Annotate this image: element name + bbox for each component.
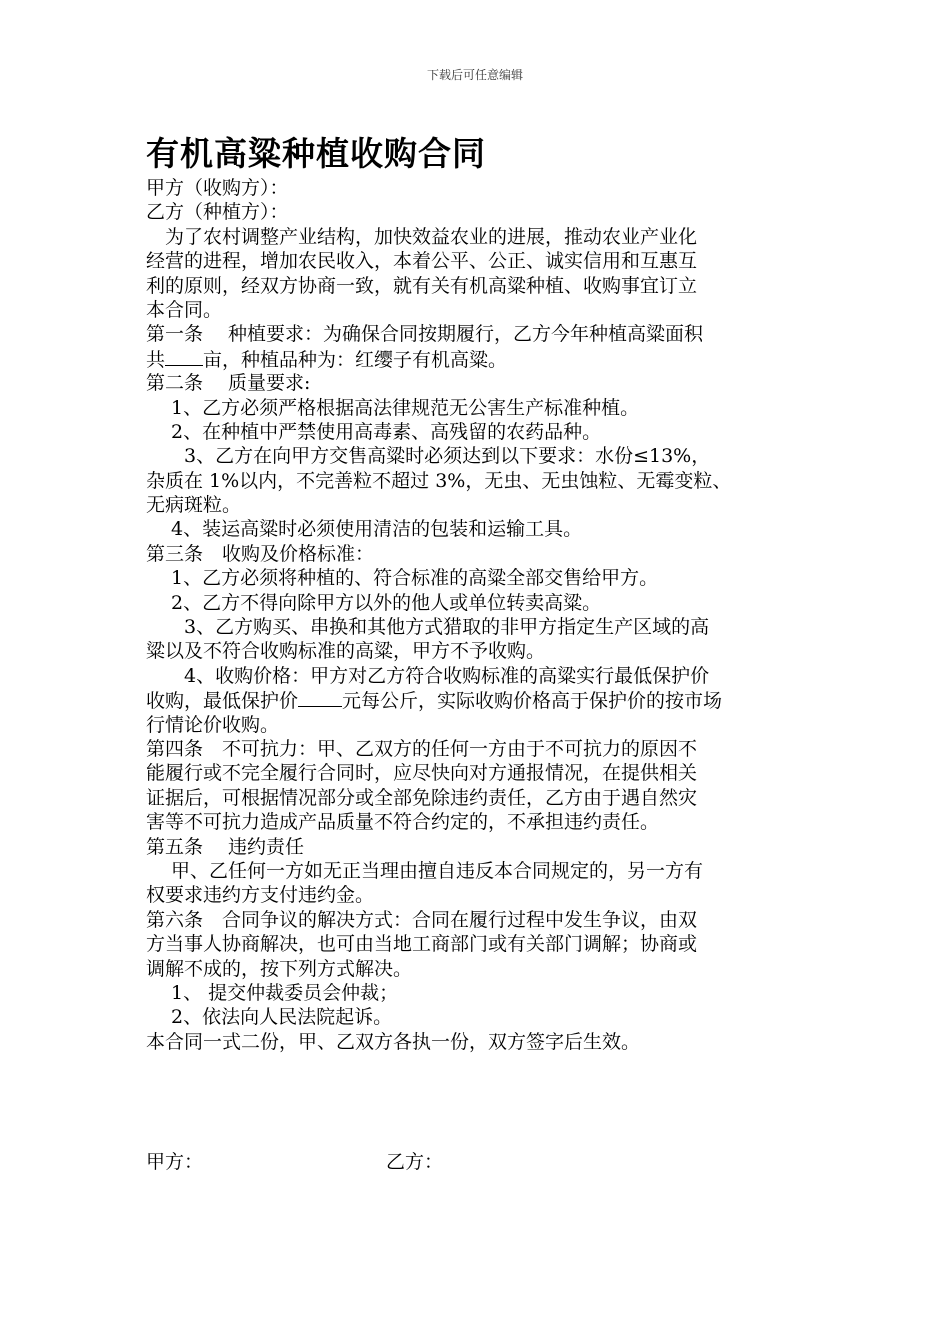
signature-party-b: 乙方： <box>386 1151 444 1173</box>
contract-body <box>146 176 806 1054</box>
article-4-line: 能履行或不完全履行合同时，应尽快向对方通报情况，在提供相关 <box>146 762 698 785</box>
price-blank <box>298 688 342 707</box>
article-6-item: 1、 提交仲裁委员会仲裁； <box>146 981 399 1004</box>
intro-line: 经营的进程，增加农民收入，本着公平、公正、诚实信用和互惠互 <box>146 250 698 273</box>
article-3-text: 元每公斤，实际收购价格高于保护价的按市场 <box>342 690 723 713</box>
article-3-text: 收购，最低保护价 <box>146 690 299 713</box>
article-1-text: 亩，种植品种为：红缨子有机高粱。 <box>203 348 508 371</box>
article-5-heading: 第五条 违约责任 <box>146 835 305 858</box>
article-2-item: 无病斑粒。 <box>146 494 242 517</box>
party-a-line: 甲方（收购方）： <box>146 177 289 199</box>
signature-party-a: 甲方： <box>146 1151 204 1173</box>
article-3-item: 粱以及不符合收购标准的高粱，甲方不予收购。 <box>146 640 546 663</box>
intro-line: 本合同。 <box>146 298 223 321</box>
article-3-item: 3、乙方购买、串换和其他方式猎取的非甲方指定生产区域的高 <box>146 616 710 639</box>
article-3-item <box>146 688 806 712</box>
article-6-line: 调解不成的，按下列方式解决。 <box>146 957 413 980</box>
article-2-item: 杂质在 1%以内，不完善粒不超过 3%，无虫、无虫蚀粒、无霉变粒、 <box>146 469 732 492</box>
article-6-line: 第六条 合同争议的解决方式：合同在履行过程中发生争议，由双 <box>146 908 698 931</box>
article-1-text: 共 <box>146 348 166 371</box>
article-3-item: 行情论价收购。 <box>146 713 280 736</box>
article-2-item: 4、装运高粱时必须使用清洁的包装和运输工具。 <box>146 518 583 541</box>
article-3-heading: 第三条 收购及价格标准： <box>146 542 375 565</box>
intro-line: 为了农村调整产业结构，加快效益农业的进展，推动农业产业化 <box>146 225 698 248</box>
article-1-line <box>146 347 806 371</box>
article-2-item: 2、在种植中严禁使用高毒素、高残留的农药品种。 <box>146 420 602 443</box>
article-5-line: 甲、乙任何一方如无正当理由擅自违反本合同规定的，另一方有 <box>146 859 704 882</box>
article-3-item: 1、乙方必须将种植的、符合标准的高粱全部交售给甲方。 <box>146 567 659 590</box>
article-6-item: 2、依法向人民法院起诉。 <box>146 1006 393 1029</box>
article-4-line: 第四条 不可抗力：甲、乙双方的任何一方由于不可抗力的原因不 <box>146 737 698 760</box>
article-4-line: 害等不可抗力造成产品质量不符合约定的，不承担违约责任。 <box>146 811 660 834</box>
article-2-heading: 第二条 质量要求: <box>146 372 311 395</box>
article-6-line: 方当事人协商解决，也可由当地工商部门或有关部门调解；协商或 <box>146 933 698 956</box>
party-b-line: 乙方（种植方）： <box>146 201 289 224</box>
article-3-item: 2、乙方不得向除甲方以外的他人或单位转卖高粱。 <box>146 591 602 614</box>
area-blank <box>165 347 203 366</box>
article-2-item: 1、乙方必须严格根据高法律规范无公害生产标准种植。 <box>146 396 640 419</box>
intro-line: 利的原则，经双方协商一致，就有关有机高粱种植、收购事宜订立 <box>146 274 698 297</box>
article-5-line: 权要求违约方支付违约金。 <box>146 884 375 907</box>
article-2-item: 3、乙方在向甲方交售高粱时必须达到以下要求：水份≤13%， <box>146 445 711 468</box>
closing-line: 本合同一式二份，甲、乙双方各执一份，双方签字后生效。 <box>146 1030 641 1053</box>
article-3-item: 4、收购价格：甲方对乙方符合收购标准的高粱实行最低保护价 <box>146 664 710 687</box>
article-1-line: 第一条 种植要求：为确保合同按期履行，乙方今年种植高粱面积 <box>146 323 704 346</box>
page-header-note: 下载后可任意编辑 <box>426 68 523 82</box>
document-title: 有机高粱种植收购合同 <box>146 134 486 173</box>
article-4-line: 证据后，可根据情况部分或全部免除违约责任，乙方由于遇自然灾 <box>146 786 698 809</box>
